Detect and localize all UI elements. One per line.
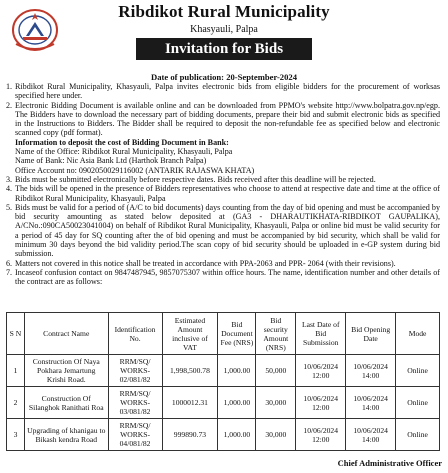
header-estimated-amount: Estimated Amount inclusive of VAT [162, 313, 218, 355]
notice-item-3: 3. Bids must be submitted electronically before respective dates. Bids received after this deadline will be rejected. [6, 174, 376, 184]
contracts-table [6, 312, 440, 451]
table-row [7, 419, 440, 451]
cell-opening-date: 10/06/2024 14:00 [346, 419, 396, 451]
notice-item-7: 7. Incaseof confusion contact on 9847487945, 9857075307 within office hours. The name, identification number and other details of the contract are as follows: [6, 267, 440, 287]
cell-contract-name: Upgrading of khanigau to Bikash kendra Road [24, 419, 108, 451]
notice-item-6: 6. Matters not covered in this notice shall be treated in accordance with PPA-2063 and PPR- 2064 (with their revisions). [6, 258, 396, 268]
signature-line: Chief Administrative Officer [337, 458, 442, 468]
deposit-heading: Information to deposit the cost of Bidding Document in Bank: [15, 137, 229, 147]
deposit-office: Name of the Office: Ribdikot Rural Municipality, Khasyauli, Palpa [15, 147, 233, 157]
cell-contract-name: Construction Of Silanghok Ranithati Roa [24, 387, 108, 419]
cell-sn: 2 [7, 387, 25, 419]
cell-sn: 1 [7, 355, 25, 387]
header-contract-name: Contract Name [24, 313, 108, 355]
cell-identification-no: RRM/SQ/ WORKS-03/081/82 [108, 387, 162, 419]
cell-estimated-amount: 999890.73 [162, 419, 218, 451]
cell-opening-date: 10/06/2024 14:00 [346, 355, 396, 387]
cell-opening-date: 10/06/2024 14:00 [346, 387, 396, 419]
deposit-bank: Name of Bank: Nic Asia Bank Ltd (Harthok Branch Palpa) [15, 156, 207, 166]
cell-bid-security: 30,000 [256, 387, 296, 419]
notice-title-banner: Invitation for Bids [136, 38, 312, 60]
header-sn: S N [7, 313, 25, 355]
notice-item-1: 1. Ribdikot Rural Municipality, Khasyauli, Palpa invites electronic bids from eligible bidders for the procurement of worksas specified here under. [6, 82, 440, 101]
cell-bid-document-fee: 1,000.00 [218, 419, 256, 451]
cell-estimated-amount: 1000012.31 [162, 387, 218, 419]
table-header-row [7, 313, 440, 355]
table-row [7, 387, 440, 419]
cell-identification-no: RRM/SQ/ WORKS-04/081/82 [108, 419, 162, 451]
cell-identification-no: RRM/SQ/ WORKS-02/081/82 [108, 355, 162, 387]
notice-item-4: 4. The bids will be opened in the presence of Bidders representatives who choose to attend at respective date and time at the office of Ribdikot Rural Municipality, Khasyauli, Palpa [6, 184, 440, 203]
publication-date: Date of publication: 20-September-2024 [151, 72, 297, 82]
cell-bid-security: 30,000 [256, 419, 296, 451]
cell-mode: Online [396, 419, 440, 451]
header-last-date: Last Date of Bid Submission [296, 313, 346, 355]
header-bid-document-fee: Bid Document Fee (NRS) [218, 313, 256, 355]
header-bid-security: Bid security Amount (NRS) [256, 313, 296, 355]
table-row [7, 355, 440, 387]
header-mode: Mode [396, 313, 440, 355]
cell-bid-security: 50,000 [256, 355, 296, 387]
header-opening-date: Bid Opening Date [346, 313, 396, 355]
cell-contract-name: Construction Of Naya Pokhara Jemartung Krishi Road. [24, 355, 108, 387]
cell-bid-document-fee: 1,000.00 [218, 387, 256, 419]
cell-estimated-amount: 1,998,500.78 [162, 355, 218, 387]
cell-last-date: 10/06/2024 12:00 [296, 355, 346, 387]
notice-header [0, 0, 448, 84]
organization-name: Ribdikot Rural Municipality [118, 2, 330, 21]
cell-last-date: 10/06/2024 12:00 [296, 419, 346, 451]
notice-body [6, 82, 440, 287]
header-identification-no: Identification No. [108, 313, 162, 355]
deposit-account: Office Account no: 0902050029116002 (ANTARIK RAJASWA KHATA) [15, 165, 255, 175]
cell-mode: Online [396, 387, 440, 419]
notice-item-2: 2. Electronic Bidding Document is available online and can be downloaded from PPMO's website http://www.bolpatra.gov.np/egp. The Bidders have to download the necessary part of bidding documents, prepare their bid and submit electronic bids as specified in the Instructions to Bidders. The Bidder shall be required to deposit the non-refundable fee as specified below and electronic scanned copy (pdf format). [6, 100, 440, 138]
cell-sn: 3 [7, 419, 25, 451]
cell-last-date: 10/06/2024 12:00 [296, 387, 346, 419]
notice-item-5: 5. Bids must be valid for a period of (A/C to bid documents) days counting from the day of bid opening and must be accompanied by bid security amounting as stated below deposited at (GA3 - DHARAUTIKHATA-RIBDIKOT GAUPALIKA), A/CNo.:090CA50023041004) on behalf of Ribdikot Rural Municipality, Khasyauli, Palpa or online bid must be valid security for a period of 45 day for SQ counting after the of bid opening and must be accompanied by bid security, which shall be valid for minimum 30 days beyond the bid validity period.The scan copy of bid security should be uploaded in e-GP system during bid submission. [6, 202, 440, 259]
cell-bid-document-fee: 1,000.00 [218, 355, 256, 387]
cell-mode: Online [396, 355, 440, 387]
organization-address: Khasyauli, Palpa [190, 24, 258, 35]
